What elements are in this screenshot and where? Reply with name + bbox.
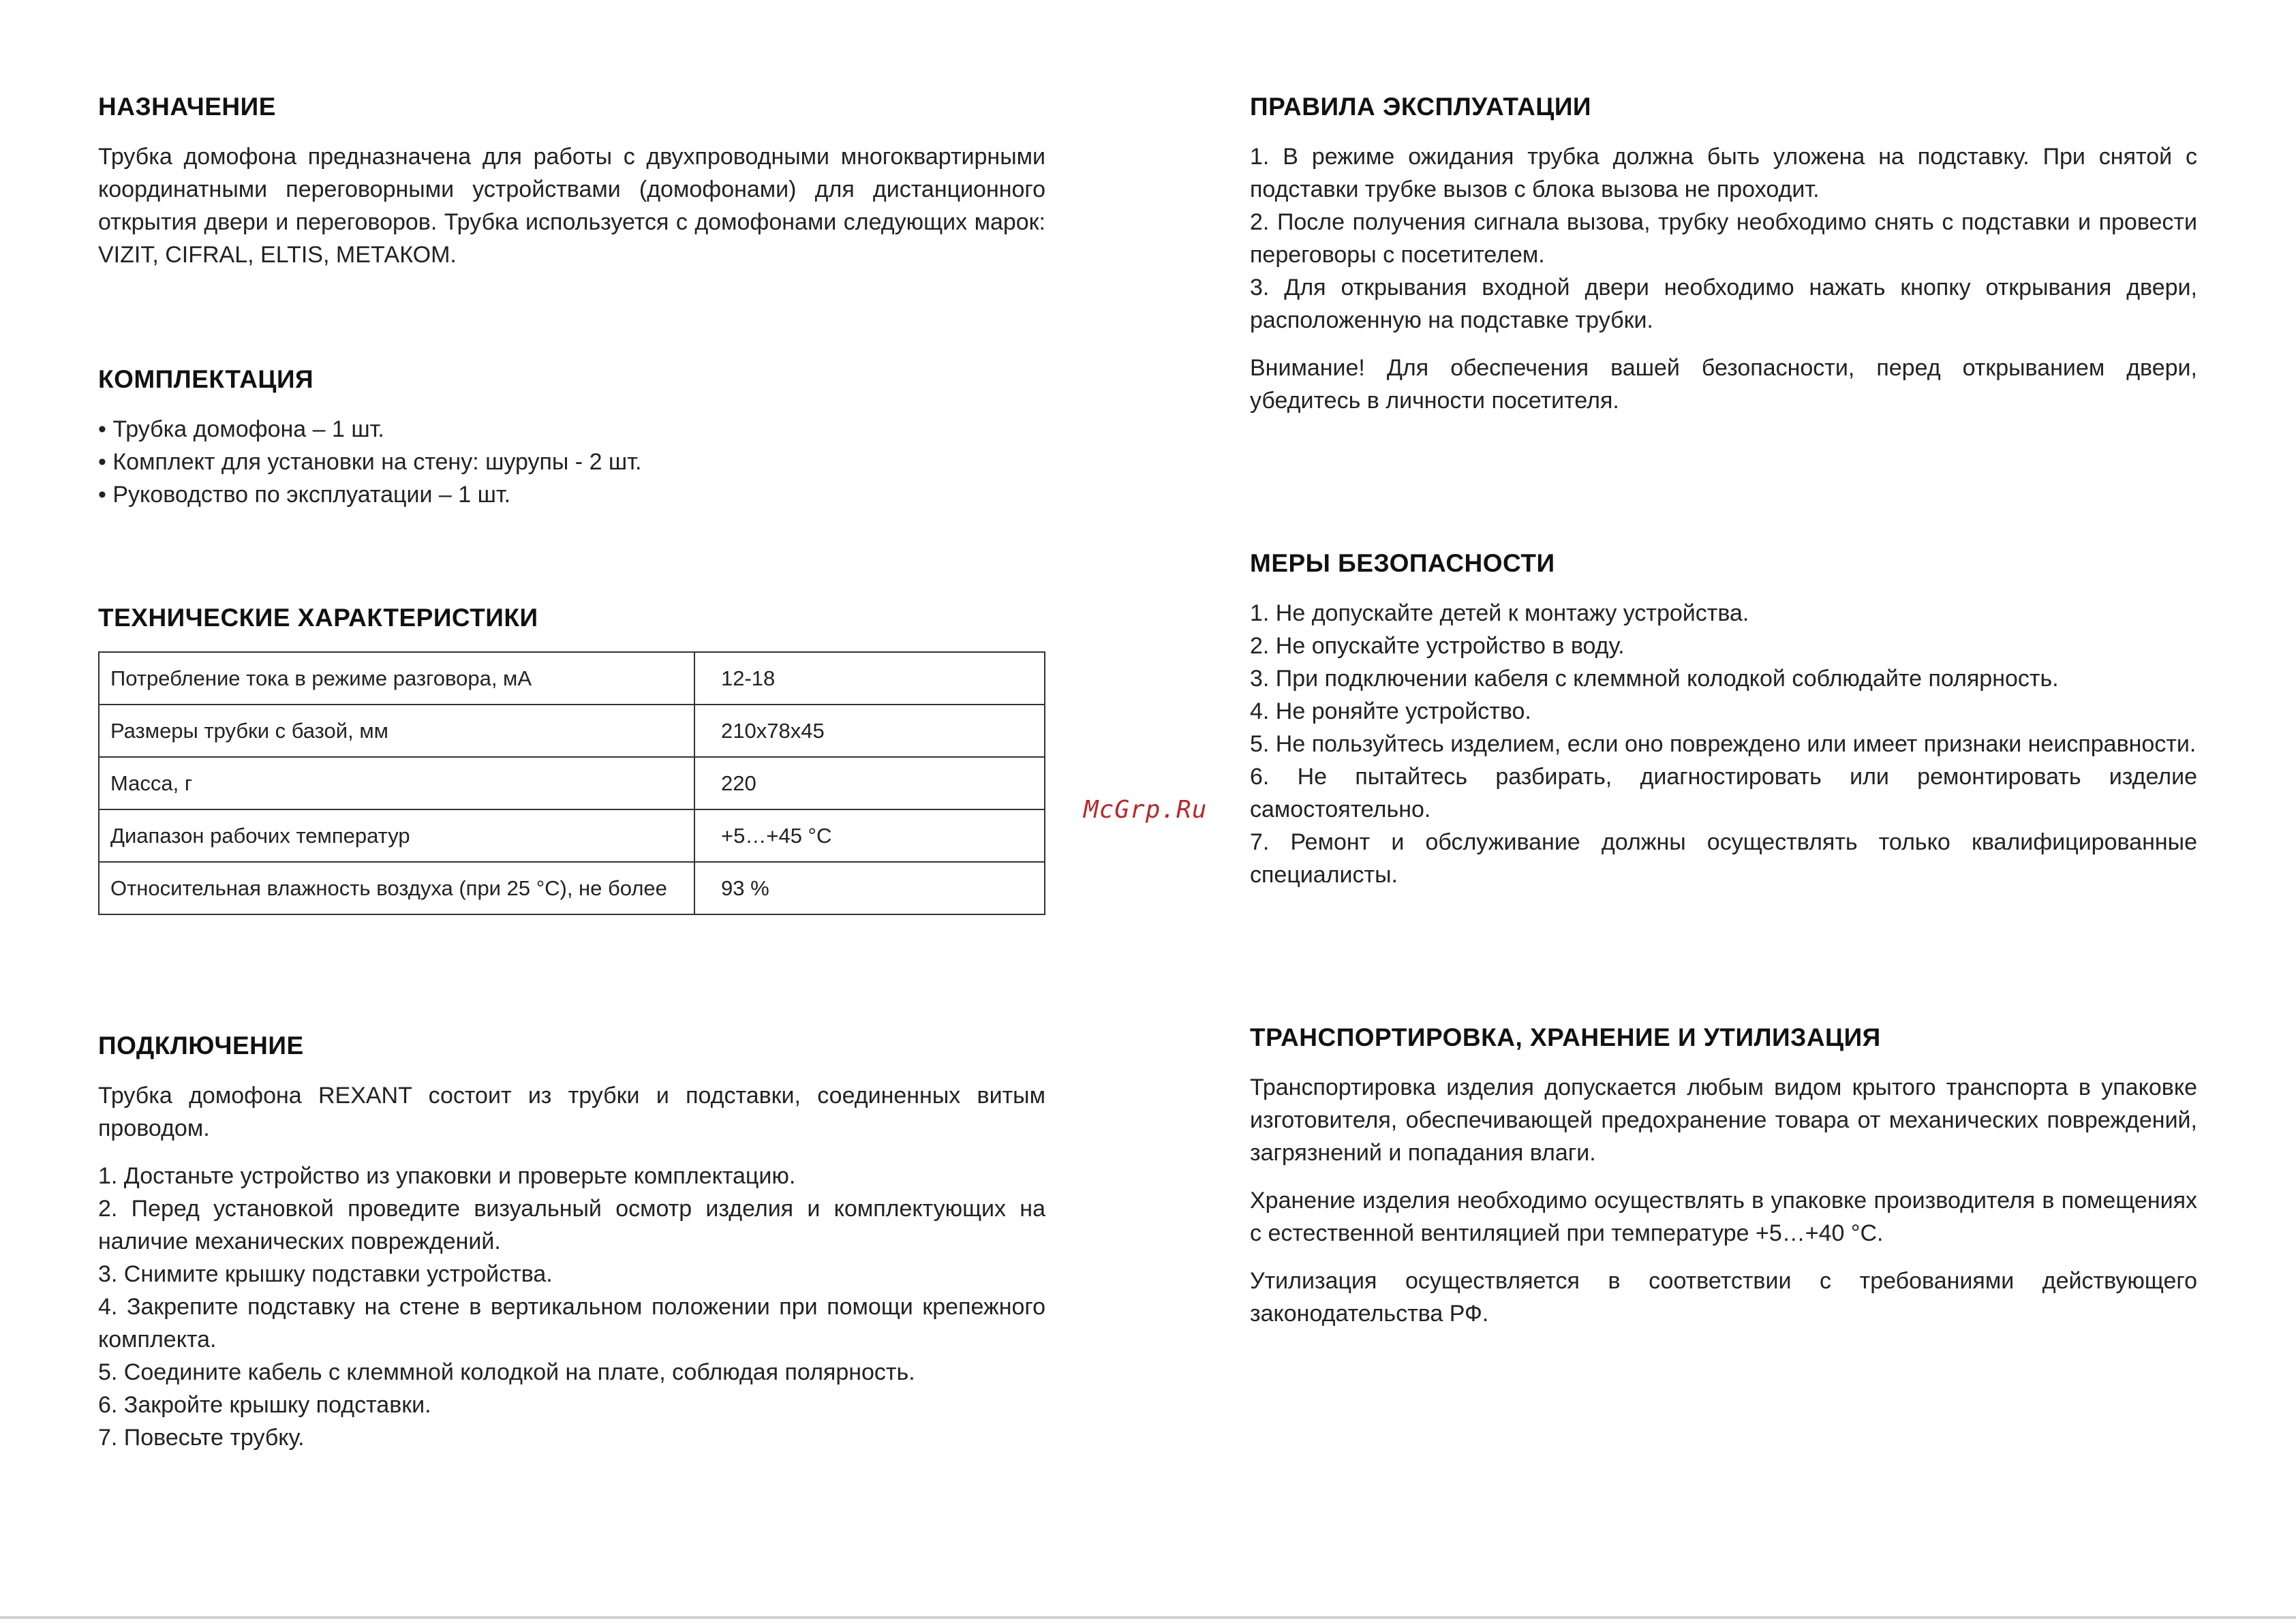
list-item: 6. Закройте крышку подставки. [98, 1392, 431, 1418]
section-heading: ПОДКЛЮЧЕНИЕ [98, 1032, 304, 1060]
list-item: 2. Перед установкой проведите визуальный осмотр изделия и комплектующих на наличие механических повреждений. [98, 1196, 1045, 1254]
list-item: 1. Не допускайте детей к монтажу устройства. [1250, 600, 1749, 626]
section-heading: НАЗНАЧЕНИЕ [98, 93, 276, 121]
spec-value: 93 % [694, 862, 1045, 914]
list-item: 7. Ремонт и обслуживание должны осуществлять только квалифицированные специалисты. [1250, 829, 2197, 888]
spec-key: Диапазон рабочих температур [99, 809, 694, 862]
purpose-text: Трубка домофона предназначена для работы с двухпроводными многоквартирными координатными переговорными устройствами (домофонами) для дистанционного открытия двери и переговоров. Трубка используется с домофонами следующих марок: VIZIT, CIFRAL, ELTIS, МЕТАКОМ. [98, 144, 1045, 268]
table-row [99, 757, 1045, 809]
section-heading: КОМПЛЕКТАЦИЯ [98, 365, 314, 393]
table-row [99, 862, 1045, 914]
spec-value: 12-18 [694, 652, 1045, 705]
list-item: 3. Снимите крышку подставки устройства. [98, 1261, 553, 1287]
bottom-divider [0, 1616, 2296, 1619]
spec-key: Размеры трубки с базой, мм [99, 705, 694, 757]
spec-value: 210x78x45 [694, 705, 1045, 757]
list-item: 3. Для открывания входной двери необходимо нажать кнопку открывания двери, расположенную на подставке трубки. [1250, 275, 2197, 333]
list-item: • Руководство по эксплуатации – 1 шт. [98, 482, 511, 508]
warning-text: Внимание! Для обеспечения вашей безопасности, перед открыванием двери, убедитесь в личности посетителя. [1250, 355, 2197, 414]
spec-value: 220 [694, 757, 1045, 809]
spec-key: Относительная влажность воздуха (при 25 °С), не более [99, 862, 694, 914]
list-item: • Трубка домофона – 1 шт. [98, 416, 384, 442]
transport-text: Транспортировка изделия допускается любым видом крытого транспорта в упаковке изготовителя, обеспечивающей предохранение товара от механических повреждений, загрязнений и попадания влаги. [1250, 1075, 2197, 1166]
list-item: 2. Не опускайте устройство в воду. [1250, 633, 1625, 659]
list-item: 5. Соедините кабель с клеммной колодкой на плате, соблюдая полярность. [98, 1359, 915, 1385]
spec-key: Масса, г [99, 757, 694, 809]
section-heading: ТЕХНИЧЕСКИЕ ХАРАКТЕРИСТИКИ [98, 604, 538, 632]
spec-value: +5…+45 °С [694, 809, 1045, 862]
table-row [99, 809, 1045, 862]
watermark-text: McGrp.Ru [1084, 796, 1208, 824]
section-operation [1250, 91, 2197, 417]
list-item: 7. Повесьте трубку. [98, 1425, 305, 1451]
connection-intro: Трубка домофона REXANT состоит из трубки и подставки, соединенных витым проводом. [98, 1083, 1045, 1141]
table-row [99, 652, 1045, 705]
list-item: • Комплект для установки на стену: шурупы - 2 шт. [98, 449, 642, 475]
list-item: 1. В режиме ожидания трубка должна быть уложена на подставку. При снятой с подставки трубке вызов с блока вызова не проходит. [1250, 144, 2197, 202]
section-heading: МЕРЫ БЕЗОПАСНОСТИ [1250, 549, 1555, 577]
list-item: 1. Достаньте устройство из упаковки и проверьте комплектацию. [98, 1163, 796, 1189]
section-heading: ТРАНСПОРТИРОВКА, ХРАНЕНИЕ И УТИЛИЗАЦИЯ [1250, 1023, 1881, 1051]
list-item: 2. После получения сигнала вызова, трубку необходимо снять с подставки и провести переговоры с посетителем. [1250, 209, 2197, 268]
disposal-text: Утилизация осуществляется в соответствии с требованиями действующего законодательства РФ. [1250, 1268, 2197, 1327]
specs-table [98, 651, 1045, 915]
section-connection [98, 1030, 1045, 1454]
storage-text: Хранение изделия необходимо осуществлять в упаковке производителя в помещениях с естественной вентиляцией при температуре +5…+40 °С. [1250, 1188, 2197, 1246]
section-kit [98, 364, 1045, 511]
section-specs [98, 602, 1045, 915]
section-heading: ПРАВИЛА ЭКСПЛУАТАЦИИ [1250, 93, 1592, 121]
list-item: 4. Закрепите подставку на стене в вертикальном положении при помощи крепежного комплекта. [98, 1294, 1045, 1352]
section-safety [1250, 548, 2197, 891]
section-transport [1250, 1022, 2197, 1330]
list-item: 5. Не пользуйтесь изделием, если оно повреждено или имеет признаки неисправности. [1250, 731, 2196, 757]
list-item: 3. При подключении кабеля с клеммной колодкой соблюдайте полярность. [1250, 666, 2059, 692]
list-item: 4. Не роняйте устройство. [1250, 698, 1531, 724]
list-item: 6. Не пытайтесь разбирать, диагностировать или ремонтировать изделие самостоятельно. [1250, 764, 2197, 822]
section-purpose [98, 91, 1045, 271]
spec-key: Потребление тока в режиме разговора, мА [99, 652, 694, 705]
table-row [99, 705, 1045, 757]
